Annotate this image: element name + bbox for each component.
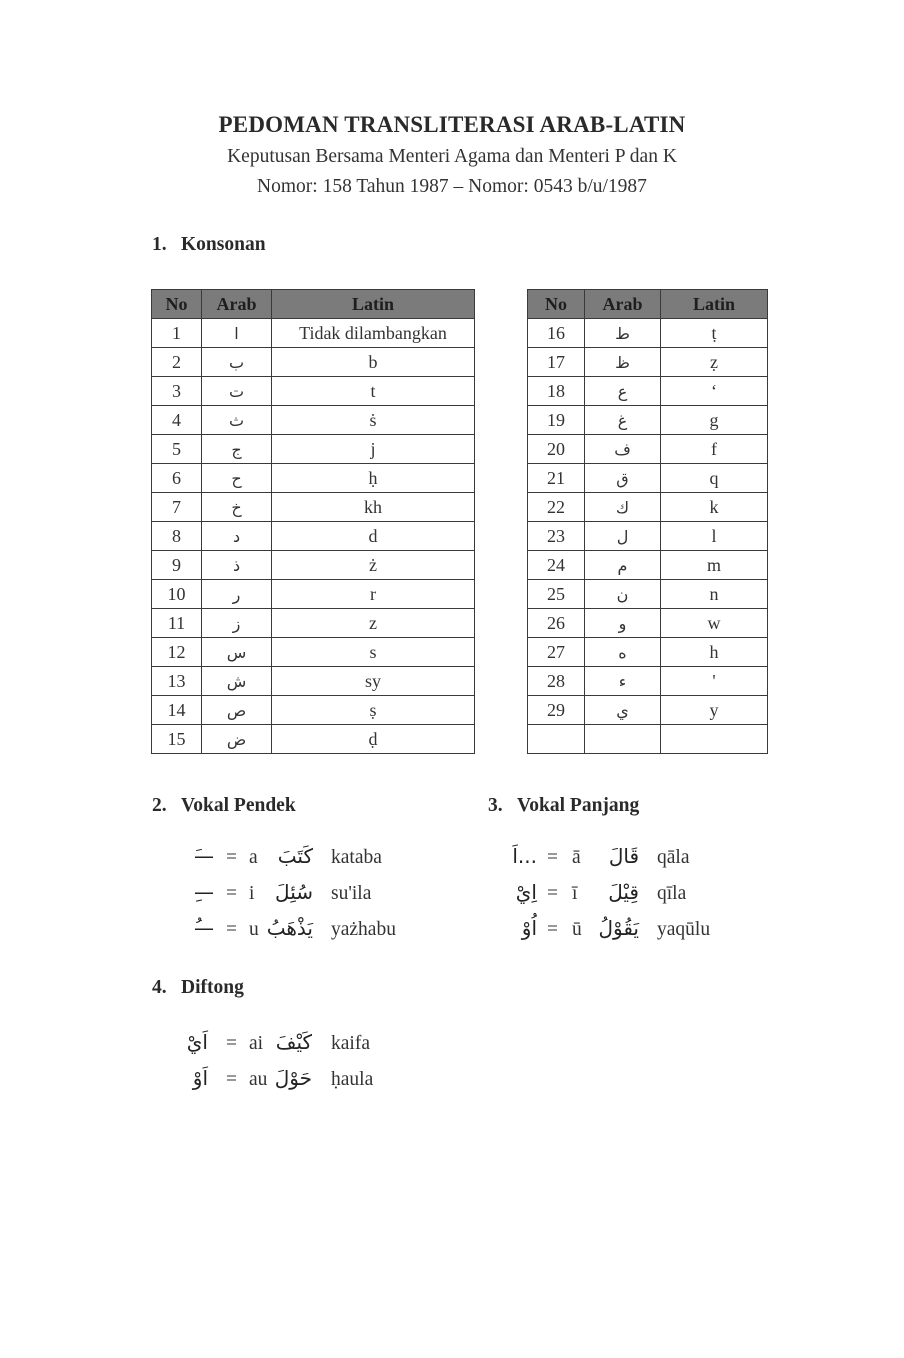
cell-latin: h: [661, 638, 768, 667]
cell-latin: ': [661, 667, 768, 696]
latin-example: kataba: [331, 847, 382, 868]
vokal-panjang-row: [505, 916, 825, 949]
cell-arab: ل: [585, 522, 661, 551]
table-row: [152, 435, 475, 464]
table-row: [528, 522, 768, 551]
cell-latin: kh: [272, 493, 475, 522]
cell-latin: ż: [272, 551, 475, 580]
equals-sign: =: [226, 1069, 237, 1090]
cell-latin: ẓ: [661, 348, 768, 377]
column-header-latin: Latin: [661, 290, 768, 319]
subtitle-number: Nomor: 158 Tahun 1987 – Nomor: 0543 b/u/1987: [257, 176, 647, 197]
cell-arab: ن: [585, 580, 661, 609]
cell-latin: q: [661, 464, 768, 493]
harakat-mark: اَيْ: [186, 1030, 208, 1054]
equals-sign: =: [547, 919, 558, 940]
column-header-no: No: [528, 290, 585, 319]
cell-no: 15: [152, 725, 202, 754]
cell-latin: t: [272, 377, 475, 406]
cell-arab: ض: [202, 725, 272, 754]
diftong-row: [176, 1030, 496, 1063]
cell-arab: ط: [585, 319, 661, 348]
equals-sign: =: [226, 919, 237, 940]
table-row: [152, 638, 475, 667]
cell-latin: sy: [272, 667, 475, 696]
table-header-row: [152, 290, 475, 319]
table-row: [528, 493, 768, 522]
equals-sign: =: [226, 847, 237, 868]
table-row: [528, 435, 768, 464]
vokal-panjang-row: [505, 880, 825, 913]
cell-latin: l: [661, 522, 768, 551]
cell-latin: s: [272, 638, 475, 667]
table-row: [152, 696, 475, 725]
latin-example: qīla: [657, 883, 687, 904]
cell-latin: ḥ: [272, 464, 475, 493]
vowel-value: i: [249, 883, 255, 904]
cell-no: 22: [528, 493, 585, 522]
table-row: [152, 348, 475, 377]
harakat-mark: —ُ: [194, 916, 214, 940]
cell-arab: ب: [202, 348, 272, 377]
table-row: [152, 609, 475, 638]
harakat-mark: اُوْ: [521, 916, 537, 940]
column-header-arab: Arab: [202, 290, 272, 319]
cell-arab: ه: [585, 638, 661, 667]
cell-latin: b: [272, 348, 475, 377]
column-header-latin: Latin: [272, 290, 475, 319]
equals-sign: =: [547, 847, 558, 868]
cell-no: 24: [528, 551, 585, 580]
cell-no: 1: [152, 319, 202, 348]
cell-arab: ظ: [585, 348, 661, 377]
cell-no: 12: [152, 638, 202, 667]
vokal-panjang-row: [505, 844, 825, 877]
table-row: [152, 406, 475, 435]
cell-latin: ṭ: [661, 319, 768, 348]
section-vokal-pendek-heading: [152, 795, 296, 817]
subtitle-decree: Keputusan Bersama Menteri Agama dan Menteri P dan K: [227, 146, 677, 167]
cell-no: 19: [528, 406, 585, 435]
cell-no: 21: [528, 464, 585, 493]
cell-no: 2: [152, 348, 202, 377]
table-row: [152, 464, 475, 493]
cell-arab: ص: [202, 696, 272, 725]
cell-arab: ء: [585, 667, 661, 696]
latin-example: qāla: [657, 847, 690, 868]
section-number: 1.: [152, 234, 167, 255]
cell-arab: م: [585, 551, 661, 580]
cell-no: 10: [152, 580, 202, 609]
konsonan-table-right: [527, 289, 768, 754]
cell-latin: r: [272, 580, 475, 609]
section-label: Diftong: [181, 977, 244, 998]
cell-arab: ع: [585, 377, 661, 406]
cell-latin: j: [272, 435, 475, 464]
table-row: [528, 609, 768, 638]
cell-no: 16: [528, 319, 585, 348]
cell-latin: n: [661, 580, 768, 609]
cell-no: 25: [528, 580, 585, 609]
harakat-mark: اَوْ: [192, 1066, 208, 1090]
arabic-example: يَقُوْلُ: [598, 916, 639, 940]
arabic-example: قَالَ: [608, 844, 639, 868]
cell-arab: ح: [202, 464, 272, 493]
cell-latin: Tidak dilambangkan: [272, 319, 475, 348]
cell-latin: [661, 725, 768, 754]
diftong-row: [176, 1066, 496, 1099]
vokal-pendek-row: [176, 844, 496, 877]
arabic-example: قِيْلَ: [608, 880, 639, 904]
vowel-value: ī: [572, 883, 578, 904]
cell-arab: ت: [202, 377, 272, 406]
page-title: PEDOMAN TRANSLITERASI ARAB-LATIN: [218, 112, 686, 137]
latin-example: su'ila: [331, 883, 372, 904]
cell-no: 13: [152, 667, 202, 696]
vowel-value: u: [249, 919, 259, 940]
cell-latin: ṡ: [272, 406, 475, 435]
cell-arab: س: [202, 638, 272, 667]
section-label: Konsonan: [181, 234, 266, 255]
table-row: [152, 551, 475, 580]
cell-no: 8: [152, 522, 202, 551]
vowel-value: ū: [572, 919, 582, 940]
table-row: [528, 551, 768, 580]
table-row: [152, 667, 475, 696]
cell-arab: ك: [585, 493, 661, 522]
cell-no: 29: [528, 696, 585, 725]
arabic-example: سُئِلَ: [275, 880, 313, 904]
section-konsonan-heading: [152, 234, 266, 256]
table-header-row: [528, 290, 768, 319]
cell-latin: ‘: [661, 377, 768, 406]
cell-arab: ق: [585, 464, 661, 493]
cell-arab: ا: [202, 319, 272, 348]
table-row: [528, 348, 768, 377]
column-header-arab: Arab: [585, 290, 661, 319]
cell-arab: و: [585, 609, 661, 638]
arabic-example: كَيْفَ: [275, 1030, 312, 1054]
section-number: 4.: [152, 977, 167, 998]
table-row: [528, 725, 768, 754]
table-row: [528, 580, 768, 609]
equals-sign: =: [226, 883, 237, 904]
section-label: Vokal Pendek: [181, 795, 296, 816]
cell-arab: ش: [202, 667, 272, 696]
cell-no: 7: [152, 493, 202, 522]
section-vokal-panjang-heading: [488, 795, 639, 817]
cell-no: 28: [528, 667, 585, 696]
harakat-mark: ...اَ: [512, 844, 537, 868]
table-row: [152, 580, 475, 609]
table-row: [528, 667, 768, 696]
cell-arab: ث: [202, 406, 272, 435]
vowel-value: ā: [572, 847, 581, 868]
cell-no: 9: [152, 551, 202, 580]
cell-arab: غ: [585, 406, 661, 435]
vowel-value: au: [249, 1069, 268, 1090]
cell-arab: ج: [202, 435, 272, 464]
table-row: [152, 522, 475, 551]
cell-latin: ṣ: [272, 696, 475, 725]
latin-example: kaifa: [331, 1033, 370, 1054]
cell-no: 6: [152, 464, 202, 493]
cell-arab: ر: [202, 580, 272, 609]
cell-latin: m: [661, 551, 768, 580]
arabic-example: كَتَبَ: [277, 844, 313, 868]
vowel-value: ai: [249, 1033, 264, 1054]
cell-latin: y: [661, 696, 768, 725]
table-row: [528, 377, 768, 406]
cell-no: 5: [152, 435, 202, 464]
harakat-mark: —ِ: [194, 880, 214, 904]
cell-latin: g: [661, 406, 768, 435]
table-row: [152, 377, 475, 406]
cell-no: 4: [152, 406, 202, 435]
section-number: 2.: [152, 795, 167, 816]
vokal-pendek-row: [176, 880, 496, 913]
cell-no: 23: [528, 522, 585, 551]
vowel-value: a: [249, 847, 258, 868]
cell-no: 18: [528, 377, 585, 406]
cell-latin: f: [661, 435, 768, 464]
vokal-pendek-row: [176, 916, 496, 949]
cell-latin: d: [272, 522, 475, 551]
konsonan-table-left: [151, 289, 475, 754]
table-row: [528, 319, 768, 348]
equals-sign: =: [547, 883, 558, 904]
section-diftong-heading: [152, 977, 244, 999]
cell-no: 14: [152, 696, 202, 725]
cell-no: 11: [152, 609, 202, 638]
harakat-mark: —َ: [194, 844, 214, 868]
cell-latin: k: [661, 493, 768, 522]
table-row: [528, 696, 768, 725]
cell-no: [528, 725, 585, 754]
table-row: [528, 638, 768, 667]
cell-arab: ف: [585, 435, 661, 464]
cell-arab: د: [202, 522, 272, 551]
cell-no: 20: [528, 435, 585, 464]
cell-no: 17: [528, 348, 585, 377]
latin-example: yażhabu: [331, 919, 396, 940]
harakat-mark: اِيْ: [515, 880, 537, 904]
table-row: [528, 406, 768, 435]
cell-no: 27: [528, 638, 585, 667]
cell-arab: ي: [585, 696, 661, 725]
cell-arab: خ: [202, 493, 272, 522]
arabic-example: حَوْلَ: [274, 1066, 312, 1090]
cell-no: 3: [152, 377, 202, 406]
cell-arab: ز: [202, 609, 272, 638]
section-number: 3.: [488, 795, 503, 816]
section-label: Vokal Panjang: [517, 795, 640, 816]
table-row: [152, 319, 475, 348]
arabic-example: يَذْهَبُ: [266, 916, 313, 940]
latin-example: ḥaula: [331, 1069, 374, 1090]
cell-arab: ذ: [202, 551, 272, 580]
table-row: [152, 493, 475, 522]
equals-sign: =: [226, 1033, 237, 1054]
cell-latin: z: [272, 609, 475, 638]
latin-example: yaqūlu: [657, 919, 711, 940]
cell-latin: w: [661, 609, 768, 638]
cell-no: 26: [528, 609, 585, 638]
table-row: [152, 725, 475, 754]
table-row: [528, 464, 768, 493]
cell-latin: ḍ: [272, 725, 475, 754]
cell-arab: [585, 725, 661, 754]
column-header-no: No: [152, 290, 202, 319]
